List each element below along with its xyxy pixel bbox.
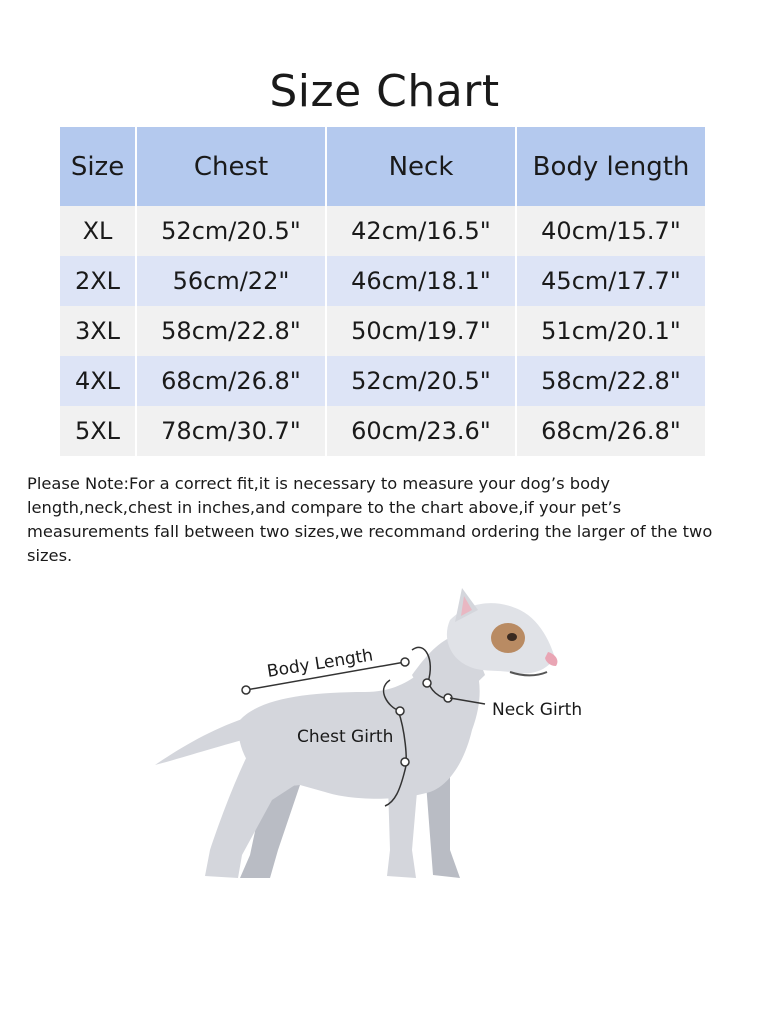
cell-neck: 50cm/19.7" (326, 306, 516, 356)
fit-note: Please Note:For a correct fit,it is necessary to measure your dog’s body length,neck,chest in inches,and compare to the chart above,if your pet’s measurements fall between two sizes,we recommand ordering the larger of the two sizes. (27, 474, 713, 565)
dog-eye (507, 633, 517, 641)
table-row (60, 356, 705, 406)
cell-chest: 56cm/22" (136, 256, 326, 306)
cell-body-length: 51cm/20.1" (516, 306, 705, 356)
dog-leg-front-near (387, 780, 418, 878)
cell-size: 3XL (60, 306, 136, 356)
body-length-label: Body Length (265, 645, 375, 682)
cell-size: 5XL (60, 406, 136, 456)
header-body-length: Body length (516, 127, 705, 206)
table-row (60, 256, 705, 306)
chest-girth-marker-top (396, 707, 404, 715)
table-row (60, 306, 705, 356)
dog-tail (155, 718, 250, 765)
table-row (60, 406, 705, 456)
cell-body-length: 68cm/26.8" (516, 406, 705, 456)
table-header-row (60, 127, 705, 206)
cell-body-length: 40cm/15.7" (516, 206, 705, 256)
cell-size: XL (60, 206, 136, 256)
page-title: Size Chart (269, 66, 500, 117)
chest-girth-marker-bottom (401, 758, 409, 766)
chest-girth-label: Chest Girth (297, 727, 394, 747)
cell-neck: 60cm/23.6" (326, 406, 516, 456)
cell-chest: 52cm/20.5" (136, 206, 326, 256)
cell-body-length: 45cm/17.7" (516, 256, 705, 306)
cell-size: 2XL (60, 256, 136, 306)
cell-neck: 46cm/18.1" (326, 256, 516, 306)
dog-measurement-diagram (150, 580, 620, 900)
header-chest: Chest (136, 127, 326, 206)
cell-chest: 68cm/26.8" (136, 356, 326, 406)
cell-body-length: 58cm/22.8" (516, 356, 705, 406)
body-length-marker-start (242, 686, 250, 694)
table-row (60, 206, 705, 256)
neck-girth-label: Neck Girth (492, 700, 583, 720)
body-length-marker-end (401, 658, 409, 666)
cell-chest: 58cm/22.8" (136, 306, 326, 356)
cell-size: 4XL (60, 356, 136, 406)
header-size: Size (60, 127, 136, 206)
neck-girth-marker-top (423, 679, 431, 687)
cell-chest: 78cm/30.7" (136, 406, 326, 456)
cell-neck: 42cm/16.5" (326, 206, 516, 256)
cell-neck: 52cm/20.5" (326, 356, 516, 406)
header-neck: Neck (326, 127, 516, 206)
size-chart-table (60, 127, 705, 456)
